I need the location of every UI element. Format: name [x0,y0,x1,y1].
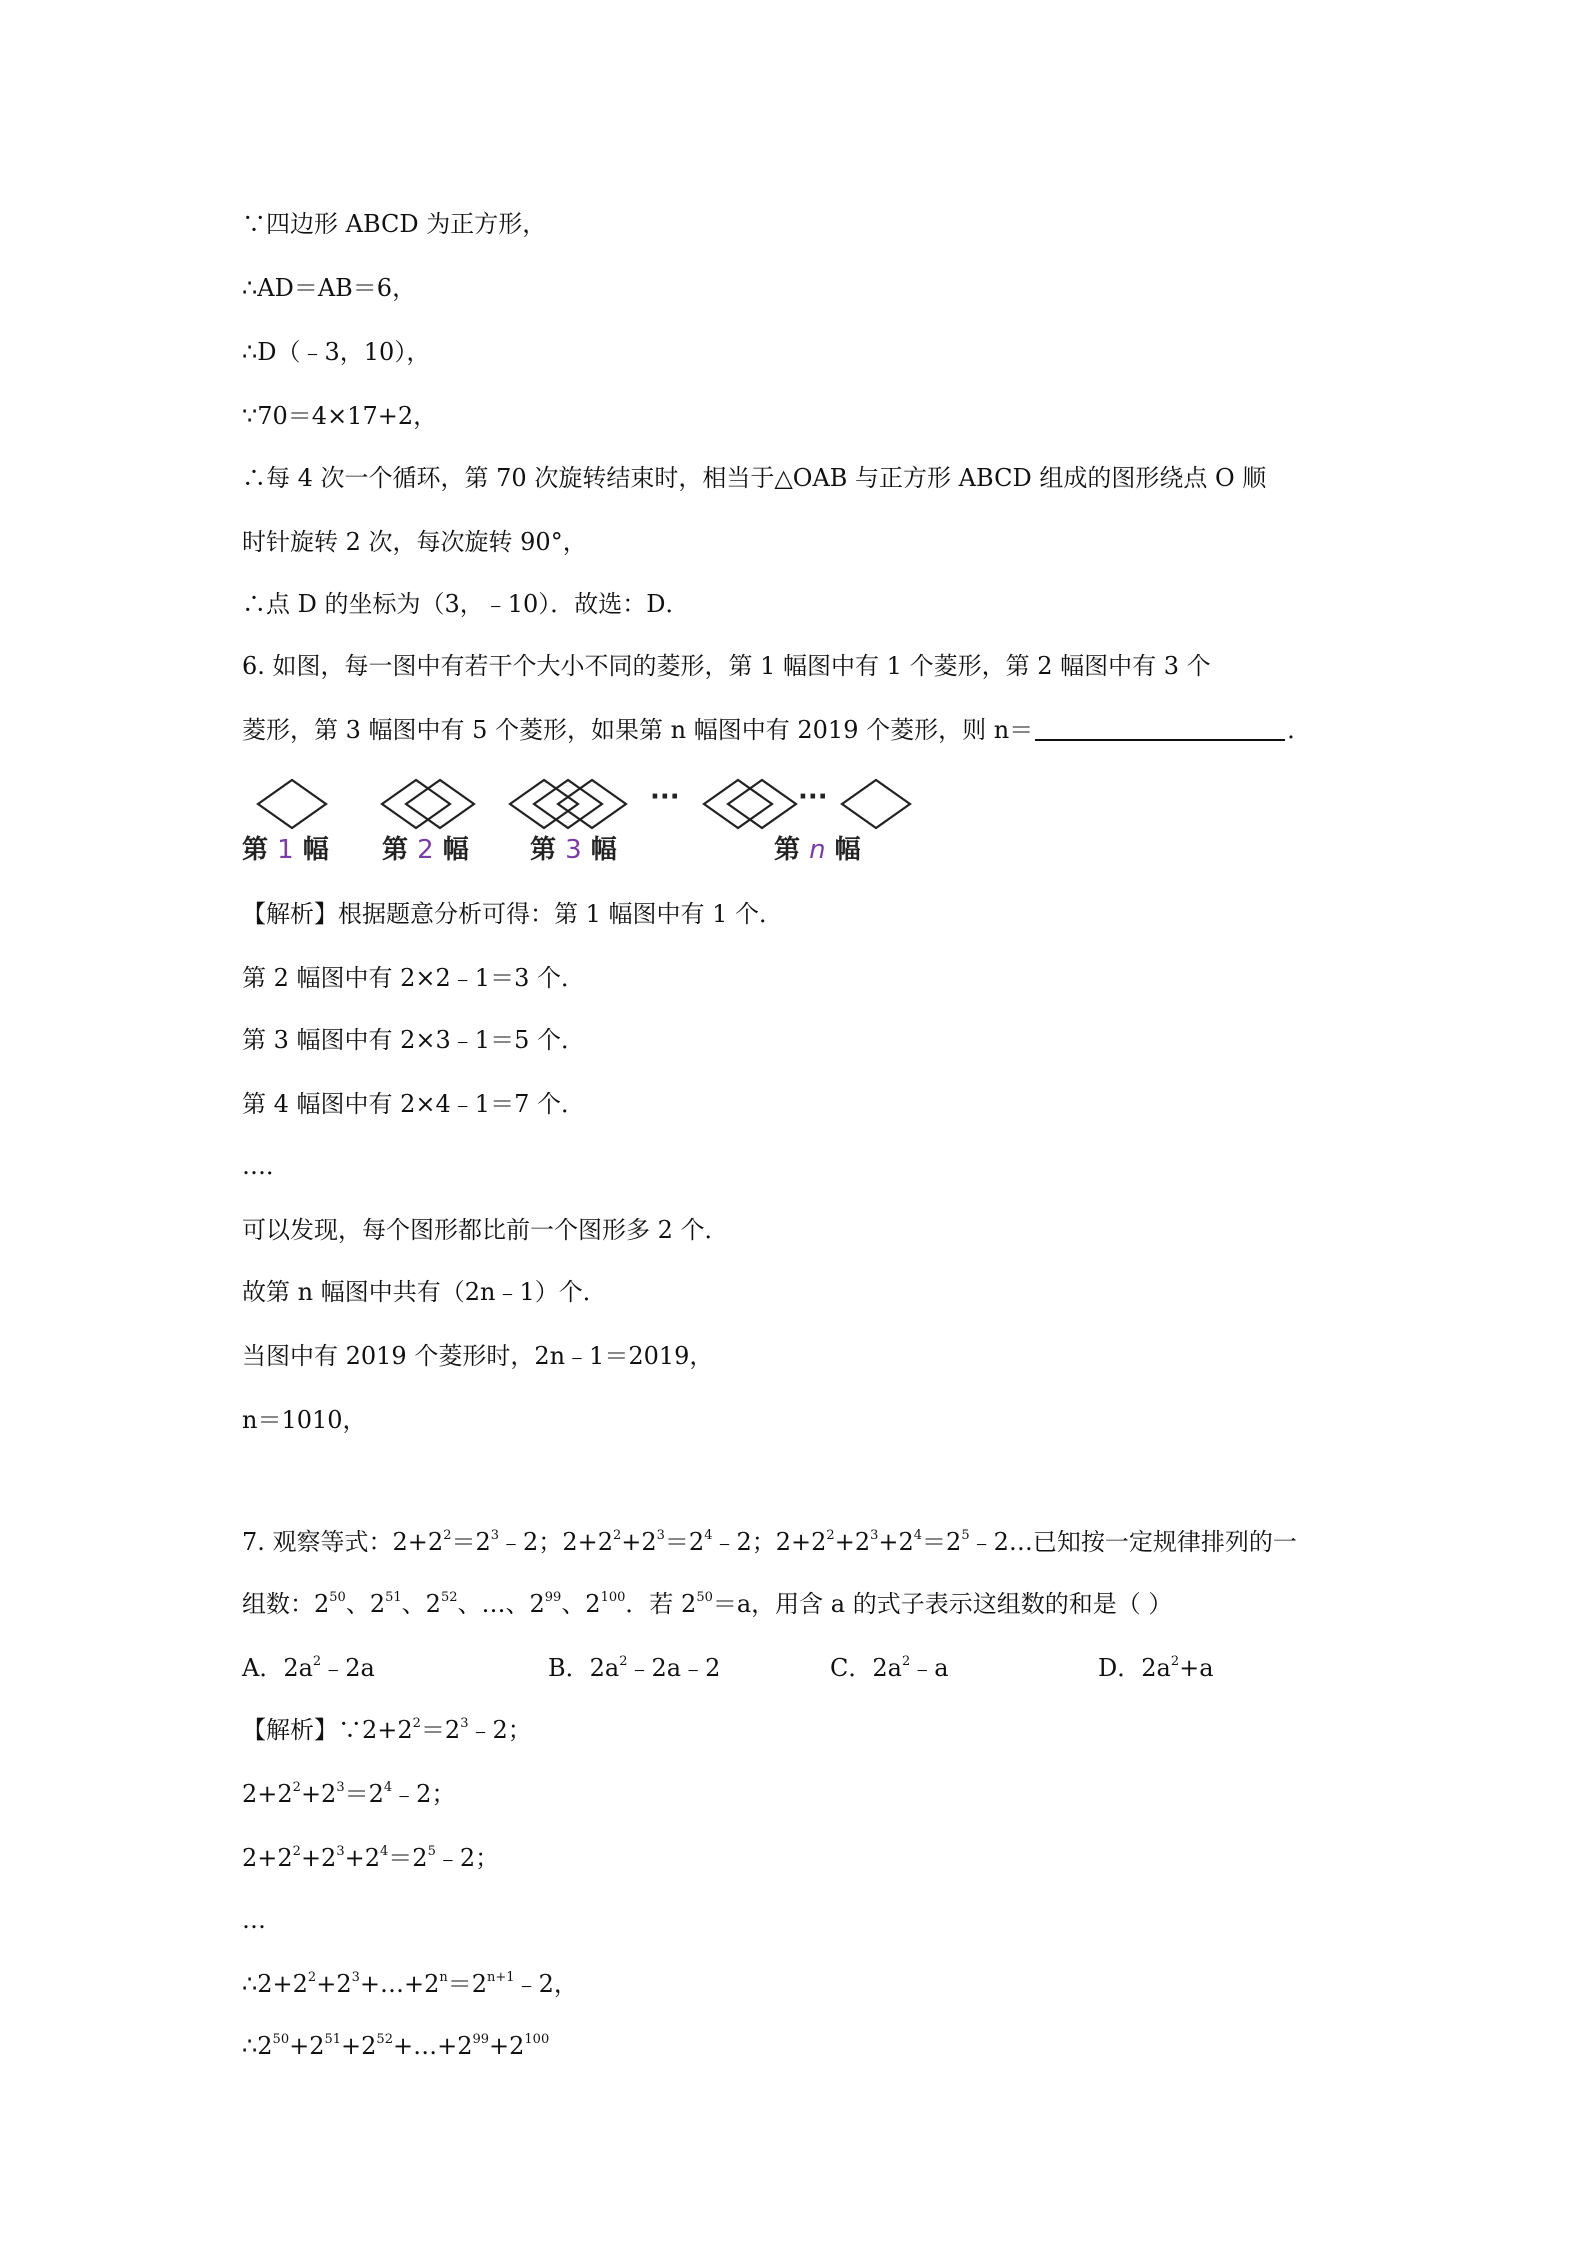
solution5-line-6: 时针旋转 2 次，每次旋转 90°， [242,528,587,556]
rhombus-fign-last [842,780,910,828]
analysis7-line-1: 【解析】$\because 2+2^2=2^3﹣2$； [242,1716,532,1744]
figure-ellipsis-1: ··· [650,782,680,812]
rhombus-fig3-a [510,780,578,828]
option-d: D．$2a^2+a$ [1098,1654,1214,1682]
question7-line-2: 组数：$2^{50}$、$2^{51}$、$2^{52}$、…、$2^{99}$、$2^{100}$．若 $2^{50}=a$，用含 a 的式子表示这组数的和是（ ） [242,1590,1173,1618]
analysis6-line-1: 【解析】根据题意分析可得：第 1 幅图中有 1 个． [242,900,784,928]
caption-fig2: 第 2 幅 [382,835,469,865]
analysis7-line-5: $\therefore 2+2^2+2^3+\dots+2^n=2^{n+1}﹣2$， [242,1970,578,1998]
analysis6-line-3: 第 3 幅图中有 2×3﹣1＝5 个． [242,1026,585,1054]
analysis7-line-2: $2+2^2+2^3=2^4﹣2$； [242,1780,456,1808]
figure-ellipsis-2: ··· [798,782,828,812]
question6-line-1: 6. 如图，每一图中有若干个大小不同的菱形，第 1 幅图中有 1 个菱形，第 2 幅图中有 3 个 [242,652,1211,680]
solution5-line-1: ∵四边形 ABCD 为正方形， [242,210,547,238]
caption-fig3: 第 3 幅 [530,835,617,865]
rhombus-fig3-b [534,780,602,828]
analysis7-line-4: … [242,1906,266,1934]
analysis6-line-7: 故第 n 幅图中共有（2n﹣1）个． [242,1278,607,1306]
solution5-line-2: ∴AD＝AB＝6， [242,274,417,302]
question7-line-1: 7. 观察等式：$2+2^2=2^3﹣2$；$2+2^2+2^3=2^4﹣2$；$2+2^2+2^3+2^4=2^5﹣2\dots$已知按一定规律排列的一 [242,1528,1297,1556]
caption-fig1: 第 1 幅 [242,835,329,865]
analysis6-line-4: 第 4 幅图中有 2×4﹣1＝7 个． [242,1090,585,1118]
rhombus-fig1 [258,780,326,828]
rhombus-fign-a [704,780,772,828]
solution5-line-5: ∴每 4 次一个循环，第 70 次旋转结束时，相当于△OAB 与正方形 ABCD 组成的图形绕点 O 顺 [242,464,1267,492]
option-c: C．$2a^2﹣a$ [830,1654,949,1682]
solution5-line-4: ∵70＝4×17+2， [242,402,438,430]
analysis6-line-5: …． [242,1152,290,1180]
caption-fign: 第 n 幅 [774,835,861,865]
rhombus-fig3-c [558,780,626,828]
rhombus-figure [242,776,922,876]
rhombus-fig2-a [382,780,450,828]
analysis7-line-6: $\therefore 2^{50}+2^{51}+2^{52}+\dots+2^{99}+2^{100}$ [242,2032,550,2060]
question6-text: 菱形，第 3 幅图中有 5 个菱形，如果第 n 幅图中有 2019 个菱形，则 n＝ [242,716,1034,744]
solution5-line-7: ∴点 D 的坐标为（3，﹣10）．故选：D． [242,590,690,618]
rhombus-fign-b [728,780,796,828]
option-a: A．$2a^2﹣2a$ [242,1654,375,1682]
rhombus-fig2-b [406,780,474,828]
analysis6-line-6: 可以发现，每个图形都比前一个图形多 2 个． [242,1216,729,1244]
question6-line-2 [242,714,1311,746]
option-b: B．$2a^2﹣2a﹣2$ [548,1654,721,1682]
analysis6-line-9: n＝1010， [242,1406,367,1434]
analysis7-line-3: $2+2^2+2^3+2^4=2^5﹣2$； [242,1844,500,1872]
analysis6-line-2: 第 2 幅图中有 2×2﹣1＝3 个． [242,964,585,992]
answer-blank [1035,717,1285,741]
solution5-line-3: ∴D（﹣3，10）， [242,338,431,366]
question6-end: ． [1287,716,1312,744]
analysis6-line-8: 当图中有 2019 个菱形时，2n﹣1＝2019， [242,1342,714,1370]
